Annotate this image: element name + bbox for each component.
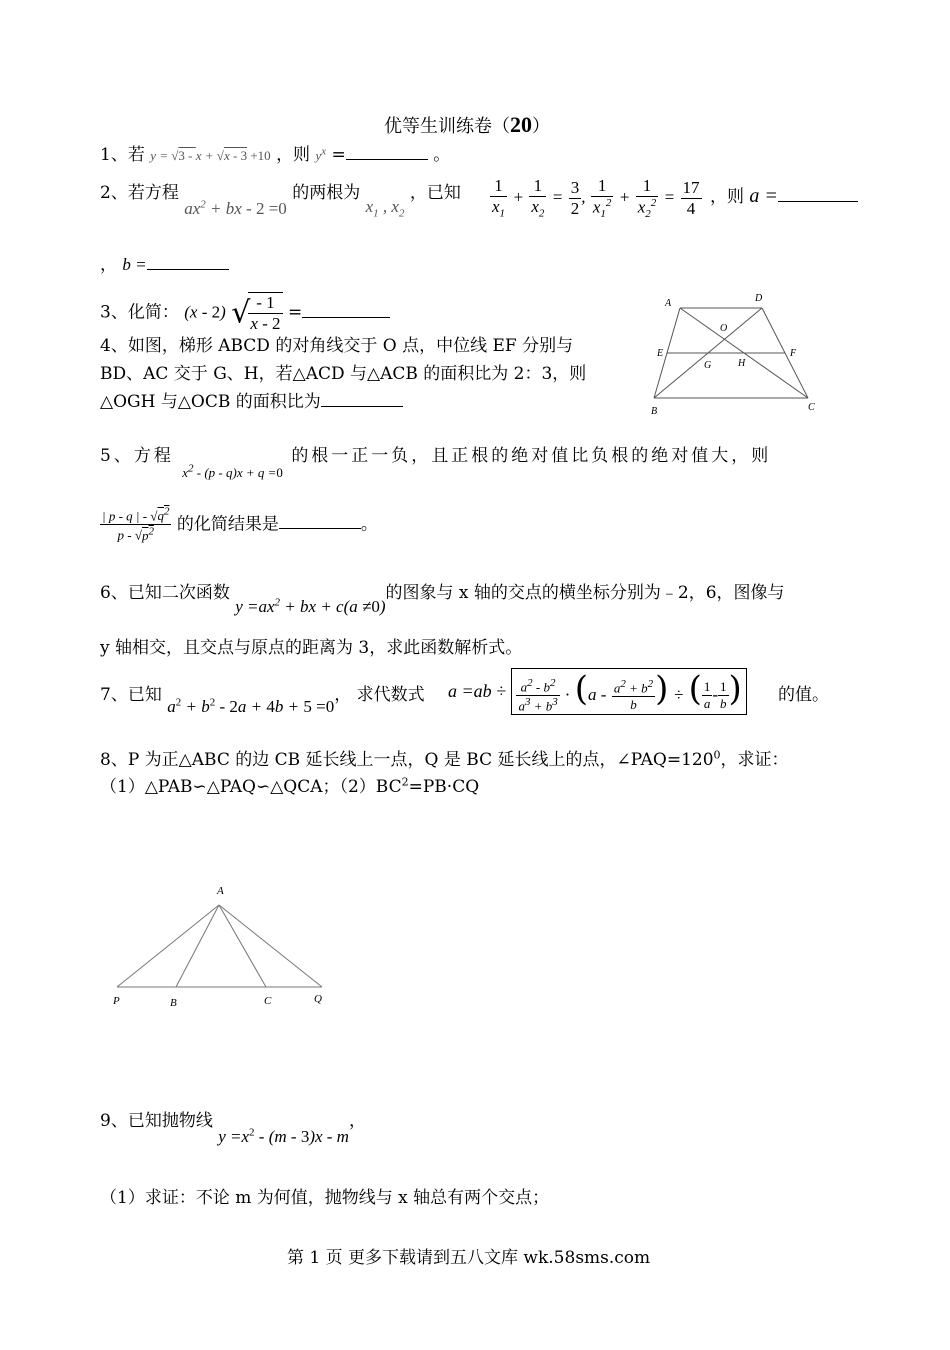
page-footer: 第 1 页 更多下载请到五八文库 wk.58sms.com <box>287 1248 651 1268</box>
answer-blank[interactable] <box>302 301 390 318</box>
answer-blank[interactable] <box>346 143 428 160</box>
question-7: 7、已知 $a^2 + b^2 - 2a + 4b + 5 =0$， 求代数式 <box>100 685 425 716</box>
formula-q6: $y =ax^2$ + bx + c(a ≠0) <box>235 596 386 616</box>
label-A: A <box>665 298 672 309</box>
label-O: O <box>720 323 728 334</box>
label-D: D <box>755 293 763 304</box>
question-2: 2、若方程 $ax^2$ + bx - 2 =0 的两根为 $x_1$ , $x_2$ ，已知 <box>100 183 461 220</box>
segment-AP <box>117 905 219 987</box>
answer-blank[interactable] <box>279 512 361 529</box>
question-2-tail: ，则 a = <box>710 182 858 208</box>
answer-blank-a[interactable] <box>778 185 858 202</box>
label-Q: Q <box>314 993 322 1005</box>
question-8-line2: （1）△PAB∽△PAQ∽△QCA；$(2)BC^2=PB\cdot CQ$ <box>100 775 480 797</box>
label-P: P <box>113 995 120 1007</box>
formula-q3: (x - 2) <box>184 302 226 322</box>
formula-q7-condition: $a^2 + b^2 - 2a + 4b + 5 =0$ <box>167 696 335 716</box>
formula-q2-equation: $ax^2$ + bx - 2 =0 <box>184 198 287 218</box>
label-E: E <box>657 348 664 359</box>
question-1: 1、若 y = √3 - x + √x - 3 +10 ，则 $y^x$ = 。 <box>100 145 451 165</box>
question-9-part1: （1）求证：不论 m 为何值，抛物线与 x 轴总有两个交点； <box>100 1188 550 1208</box>
question-5-line2: $\frac{| p - q | - √q^2}{p - √p^2}$ 的化简结果是 。 <box>102 506 378 543</box>
formula-q5-equation: x2 - (p - q)x + q =0 <box>182 462 283 480</box>
segment-AC <box>219 905 266 987</box>
formula-q2-condition: $\frac{1}{x_1}$ + $\frac{1}{x_2}$ = $\frac{3}{2}$ , $\frac{1}{x_1^2}$ + $\frac{1}{x_2^2}$ = $\frac{17}{4}$ <box>492 176 700 221</box>
label-H: H <box>738 358 746 369</box>
question-4-line1: 4、如图，梯形 ABCD 的对角线交于 O 点，中位线 EF 分别与 <box>100 336 574 356</box>
answer-blank-b[interactable] <box>147 253 229 270</box>
page-title: 优等生训练卷（20） <box>384 112 550 137</box>
label-A: A <box>217 885 224 897</box>
label-B: B <box>651 406 658 417</box>
formula-q2-roots: $x_1$ , $x_2$ <box>365 197 405 220</box>
question-7-tail: 的值。 <box>778 685 829 705</box>
question-4-line3: △OGH 与△OCB 的面积比为 <box>100 387 403 412</box>
question-2-line2: ， b = <box>100 250 229 275</box>
question-4-line2: BD、AC 交于 G、H，若△ACD 与△ACB 的面积比为 2：3，则 <box>100 364 587 384</box>
label-C: C <box>264 995 272 1007</box>
question-6-line2: y 轴相交，且交点与原点的距离为 3，求此函数解析式。 <box>100 638 523 658</box>
formula-q5-expression: $\frac{| p - q | - √q^2}{p - √p^2}$ <box>102 506 170 543</box>
label-B: B <box>170 997 177 1009</box>
answer-blank[interactable] <box>321 390 403 407</box>
label-C: C <box>808 402 815 413</box>
question-3: 3、化简： (x - 2) √ $\frac{- 1}{x - 2}$ = <box>100 292 390 334</box>
formula-q7-expression: a =ab ÷ $\frac{a^2 - b^2}{a^3 + b^3}$ · (a - $\frac{a^2 + b^2}{b}$ ) ÷ ( $\frac{1}{a}$ - $\frac{1}{b}$ ) <box>448 668 747 715</box>
trapezoid-figure <box>640 288 840 418</box>
formula-q9: $y =x^2 - (m - 3)x - m$ <box>218 1126 349 1146</box>
question-8-line1: 8、P 为正△ABC 的边 CB 延长线上一点，Q 是 BC 延长线上的点，$\angle PAQ=120^0$，求证： <box>100 748 789 770</box>
segment-AQ <box>219 905 322 987</box>
question-6: 6、已知二次函数 $y =ax^2$ + bx + c(a ≠0)的图象与 x 轴的交点的横坐标分别为﹣2，6，图像与 <box>100 583 785 616</box>
question-5: 5、方程 $_{x^2 - (p - q)x + q =0}$ 的根一正一负，且正根的绝对值比负根的绝对值大，则 <box>100 446 772 480</box>
question-9: 9、已知抛物线 $y =x^2 - (m - 3)x - m$， <box>100 1111 366 1146</box>
segment-AB <box>176 905 219 987</box>
label-G: G <box>704 360 712 371</box>
formula-q1: y = √3 - x + √x - 3 +10 <box>150 148 271 163</box>
triangle-figure <box>100 878 340 1013</box>
label-F: F <box>790 348 797 359</box>
